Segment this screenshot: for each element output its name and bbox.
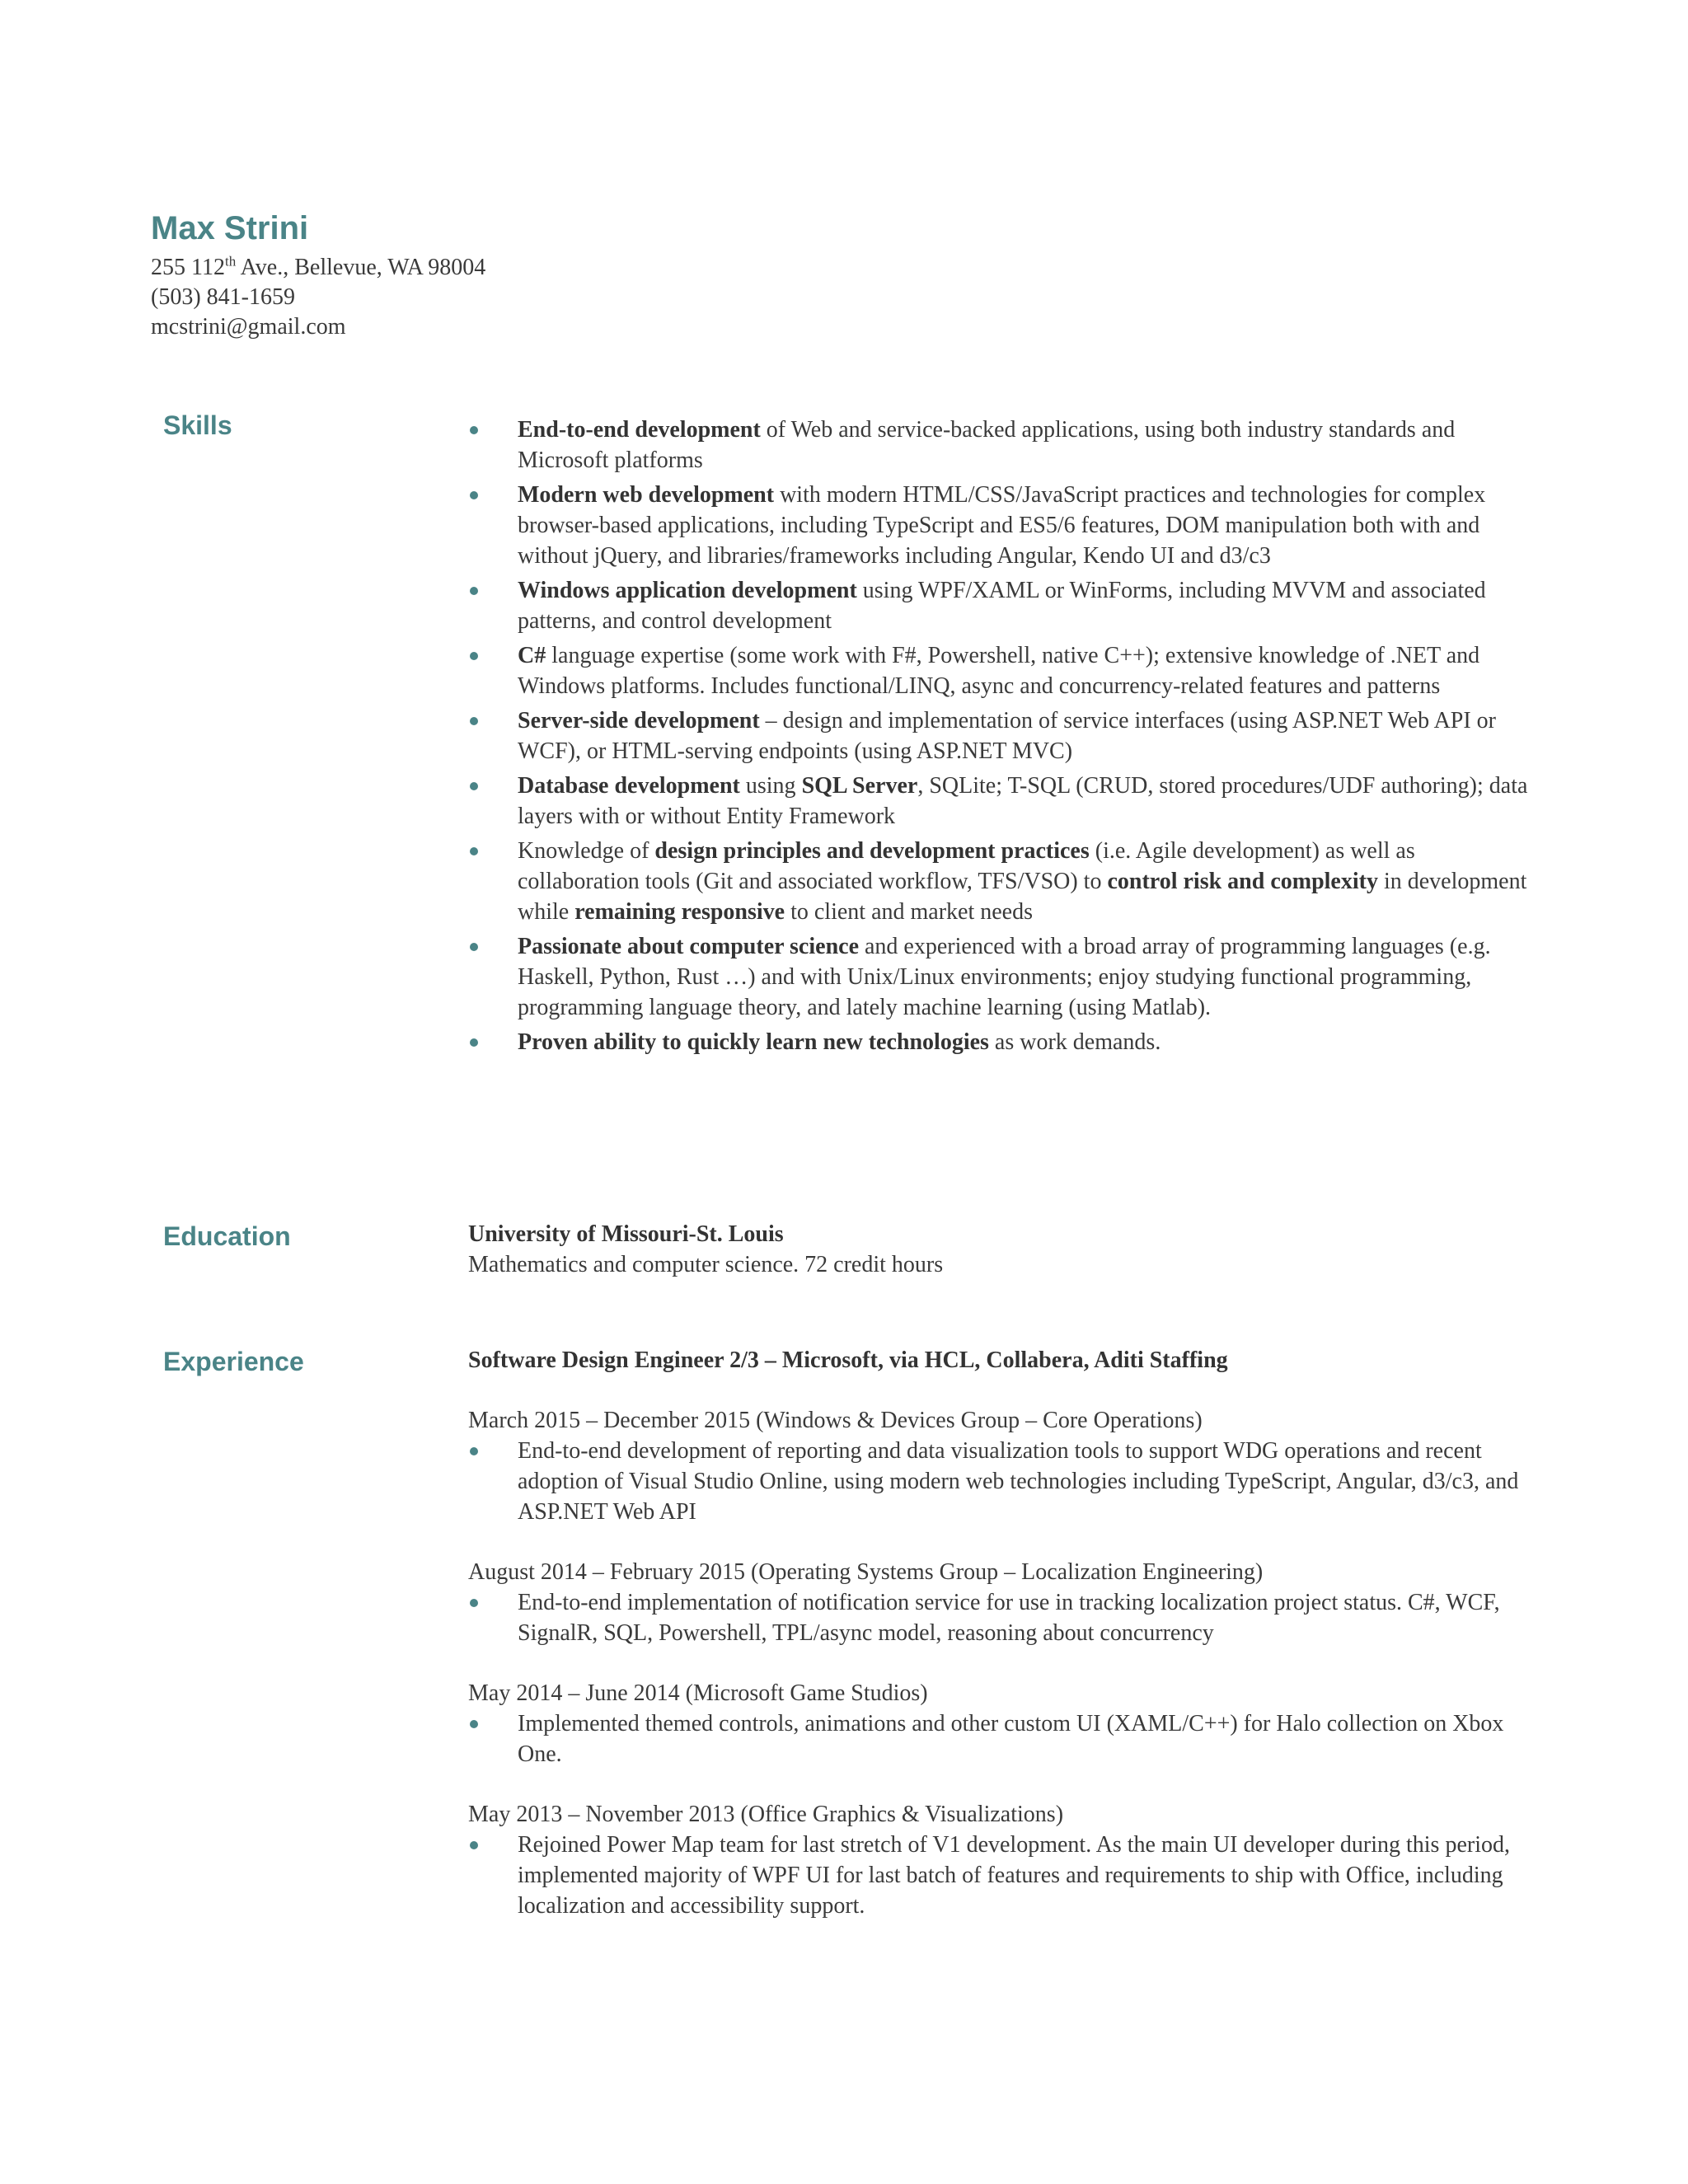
job-entry [468,1799,1540,1921]
list-item [468,1027,1540,1057]
bullet-icon [470,1447,478,1455]
job-period: August 2014 – February 2015 (Operating Systems Group – Localization Engineering) [468,1559,1264,1585]
email: mcstrini@gmail.com [151,314,346,340]
bullet-icon [470,1841,478,1849]
skill-text: using [739,773,802,799]
bullet-icon [470,943,478,951]
section-heading-experience: Experience [163,1347,304,1376]
skill-text: with modern HTML/CSS/JavaScript practices and technologies for complex browser-based applications, including TypeScript and ES5/6 features, DOM manipulation both with and without jQuery, and libraries/frameworks including Angular, Kendo UI and d3/c3 [518,482,1486,569]
skill-text: to client and market needs [785,899,1033,925]
school-name: University of Missouri-St. Louis [468,1221,784,1247]
list-item [468,1587,1540,1648]
job-entry [468,1405,1540,1527]
list-item [468,1436,1540,1527]
skill-highlight: Database development [518,773,740,799]
bullet-icon [470,491,478,499]
skill-highlight: SQL Server [801,773,918,799]
education-section [468,1219,1540,1280]
list-item [468,575,1540,636]
skill-highlight: Server-side development [518,708,760,733]
bullet-icon [470,717,478,725]
list-item [468,931,1540,1023]
skills-section [468,415,1540,1062]
skill-text: in development while [518,869,1527,925]
skill-highlight: Windows application development [518,578,857,603]
list-item [468,480,1540,571]
skill-text: using WPF/XAML or WinForms, including MVVM and associated patterns, and control development [518,578,1486,634]
skill-highlight: Modern web development [518,482,775,508]
skill-highlight: Passionate about computer science [518,934,859,959]
address-number: 255 112 [151,255,225,280]
skill-text: – design and implementation of service interfaces (using ASP.NET Web API or WCF), or HTML-serving endpoints (using ASP.NET MVC) [518,708,1497,764]
address [151,253,485,283]
skill-highlight: remaining responsive [574,899,785,925]
list-item [468,1708,1540,1769]
skill-highlight: control risk and complexity [1107,869,1378,894]
skill-text: language expertise (some work with F#, Powershell, native C++); extensive knowledge of .NET and Windows platforms. Includes functional/LINQ, async and concurrency-related features and patterns [518,643,1480,699]
section-heading-skills: Skills [163,410,232,440]
job-bullets [468,1708,1540,1769]
job-bullets [468,1587,1540,1648]
bullet-icon [470,847,478,855]
skill-highlight: design principles and development practices [654,838,1090,864]
bullet-icon [470,782,478,790]
skill-text: Knowledge of [518,838,655,864]
skill-text: (i.e. Agile development) as well as collaboration tools (Git and associated workflow, TFS/VSO) to [518,838,1415,894]
education-detail: Mathematics and computer science. 72 credit hours [468,1252,944,1277]
job-period: March 2015 – December 2015 (Windows & Devices Group – Core Operations) [468,1408,1203,1433]
skill-text: of Web and service-backed applications, using both industry standards and Microsoft platforms [518,417,1456,473]
job-bullets [468,1436,1540,1527]
bullet-icon [470,1599,478,1607]
job-period: May 2013 – November 2013 (Office Graphics & Visualizations) [468,1802,1064,1827]
job-entry [468,1557,1540,1648]
bullet-icon [470,587,478,595]
skill-highlight: End-to-end development [518,417,761,443]
job-bullets [468,1830,1540,1921]
experience-section [468,1345,1540,1951]
job-title: Software Design Engineer 2/3 – Microsoft, via HCL, Collabera, Aditi Staffing [468,1347,1228,1373]
job-bullet-text: Rejoined Power Map team for last stretch of V1 development. As the main UI developer during this period, implemented majority of WPF UI for last batch of features and requirements to ship with Office, including localization and accessibility support. [518,1832,1510,1919]
job-bullet-text: End-to-end development of reporting and data visualization tools to support WDG operations and recent adoption of Visual Studio Online, using modern web technologies including TypeScript, Angular, d3/c3, and ASP.NET Web API [518,1438,1519,1525]
list-item [468,771,1540,832]
job-bullet-text: End-to-end implementation of notification service for use in tracking localization project status. C#, WCF, SignalR, SQL, Powershell, TPL/async model, reasoning about concurrency [518,1590,1500,1646]
candidate-name: Max Strini [151,210,309,246]
skill-highlight: Proven ability to quickly learn new technologies [518,1029,989,1055]
bullet-icon [470,1720,478,1728]
job-bullet-text: Implemented themed controls, animations and other custom UI (XAML/C++) for Halo collection on Xbox One. [518,1711,1504,1767]
skill-highlight: C# [518,643,546,668]
address-suffix: th [224,253,237,269]
skill-text: as work demands. [988,1029,1161,1055]
skills-list [468,415,1540,1057]
skill-text: and experienced with a broad array of programming languages (e.g. Haskell, Python, Rust …) and with Unix/Linux environments; enjoy studying functional programming, programming language theory, and lately machine learning (using Matlab). [518,934,1491,1020]
list-item [468,705,1540,766]
address-rest: Ave., Bellevue, WA 98004 [236,255,486,280]
job-entry [468,1678,1540,1769]
job-period: May 2014 – June 2014 (Microsoft Game Studios) [468,1680,928,1706]
skill-text: , SQLite; T-SQL (CRUD, stored procedures/UDF authoring); data layers with or without Entity Framework [518,773,1528,829]
resume-header [151,210,485,342]
list-item [468,415,1540,476]
bullet-icon [470,652,478,660]
section-heading-education: Education [163,1221,291,1251]
list-item [468,836,1540,927]
bullet-icon [470,426,478,434]
list-item [468,640,1540,701]
phone: (503) 841-1659 [151,284,295,310]
bullet-icon [470,1038,478,1047]
list-item [468,1830,1540,1921]
